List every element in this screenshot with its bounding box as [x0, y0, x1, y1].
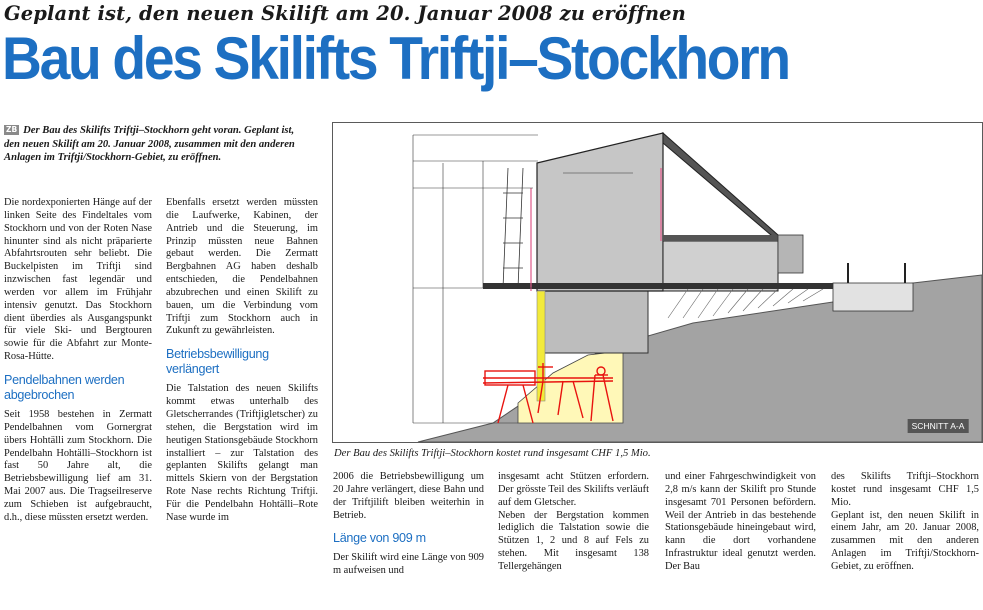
roof-extension	[663, 133, 778, 241]
section-label: SCHNITT A-A	[911, 421, 965, 431]
article-kicker: Geplant ist, den neuen Skilift am 20. Januar 2008 zu eröffnen	[4, 2, 686, 25]
stairs	[503, 168, 523, 288]
column-5	[665, 471, 816, 574]
paragraph: des Skilifts Triftji–Stockhorn kostet rund insgesamt CHF 1,5 Mio.	[831, 471, 979, 508]
annex-side	[778, 235, 803, 273]
article-headline: Bau des Skilifts Triftji–Stockhorn	[2, 25, 789, 92]
paragraph: insgesamt acht Stützen erfordern. Der grösste Teil des Skilifts verläuft auf dem Gletscher.	[498, 471, 649, 508]
section-drawing	[333, 123, 982, 442]
paragraph: Geplant ist, den neuen Skilift in einem Jahr, am 20. Januar 2008, zusammen mit den anderen Anlagen im Triftji/Stockhorn-Gebiet, zu eröffnen.	[831, 509, 979, 572]
station-building	[537, 133, 663, 291]
article-lead	[4, 124, 309, 165]
paragraph: Neben der Bergstation kommen lediglich die Talstation sowie die Stützen 1, 2 und 8 auf Fels zu stehen. Mit insgesamt 138 Tellergehängen	[498, 509, 649, 572]
column-3	[333, 471, 484, 578]
column-2	[166, 197, 318, 525]
platform-right	[833, 283, 913, 311]
subheading: Länge von 909 m	[333, 531, 426, 546]
subheading: Betriebsbewilligung verlängert	[166, 347, 269, 377]
paragraph: Die Talstation des neuen Skilifts kommt etwas unterhalb des Gletscherrandes (Triftjigletscher) zu stehen, die Bergstation wird im heutigen Stationsgebäude Stockhorn installiert – zur Talstation des geplanten Skilifts gelangt man mittels Skiern von der Bergstation Rote Nase rechts Richtung Triftji. Für die Pendelbahn Hohtälli–Rote Nase wurde im	[166, 383, 318, 523]
paragraph: Seit 1958 bestehen in Zermatt Pendelbahnen vom Gornergrat übers Hohtälli zum Stockhorn. Die Pendelbahn Hohtälli–Stockhorn ist fast 50 Jahre alt, die Betriebsbewilligung lief am 31. Mai 2007 aus. Die Tragseilreserve zum Schieben ist aufgebraucht, d.h., diese müssten ersetzt werden.	[4, 408, 152, 523]
paragraph: Der Skilift wird eine Länge von 909 m aufweisen und	[333, 552, 484, 577]
lead-text: Der Bau des Skilifts Triftji–Stockhorn geht voran. Geplant ist, den neuen Skilift am 20. Januar 2008, zusammen mit den anderen Anlagen im Triftji/Stockhorn-Gebiet, zu eröffnen.	[4, 125, 295, 164]
paragraph: Ebenfalls ersetzt werden müssten die Laufwerke, Kabinen, der Antrieb und die Steuerung, im Prinzip müssten neue Bahnen gebaut werden. Die Zermatt Bergbahnen AG haben deshalb entschieden, die Pendelbahnen abzubrechen und einen Skilift zu bauen, um die Verbindung vom Triftji zum Stockhorn auch in Zukunft zu gewährleisten.	[166, 197, 318, 337]
column-1	[4, 197, 152, 525]
paragraph: und einer Fahrgeschwindigkeit von 2,8 m/s kann der Skilift pro Stunde insgesamt 701 Personen befördern. Weil der Antrieb in das bestehende Stationsgebäude hineingebaut wird, kann die dort vorhandene Infrastruktur ideal genutzt werden. Der Bau	[665, 471, 816, 572]
excavation-area	[518, 351, 623, 423]
figure-caption: Der Bau des Skilifts Triftji–Stockhorn kostet rund insgesamt CHF 1,5 Mio.	[334, 448, 651, 459]
column-6	[831, 471, 979, 574]
section-drawing-figure	[332, 122, 983, 443]
section-badge: ZB	[6, 125, 18, 134]
paragraph: Die nordexponierten Hänge auf der linken Seite des Findeltales vom Stockhorn und von der Roten Nase hinunter sind als nicht präparierte Abfahrtsrouten sehr beliebt. Die Buckelpisten im Triftji sind inzwischen fast legendär und werden vor allem im Frühjahr intensiv genutzt. Das Stockhorn dient überdies als Ausgangspunkt für viele Ski- und Bergtouren sowie für die Abfahrt zur Monte-Rosa-Hütte.	[4, 197, 152, 363]
lower-building	[538, 291, 648, 353]
column-4	[498, 471, 649, 574]
paragraph: 2006 die Betriebsbewilligung um 20 Jahre verlängert, diese Bahn und der Triftjilift bleiben weiterhin in Betrieb.	[333, 471, 484, 521]
lift-shaft	[537, 291, 545, 401]
subheading: Pendelbahnen werden abgebrochen	[4, 372, 125, 402]
